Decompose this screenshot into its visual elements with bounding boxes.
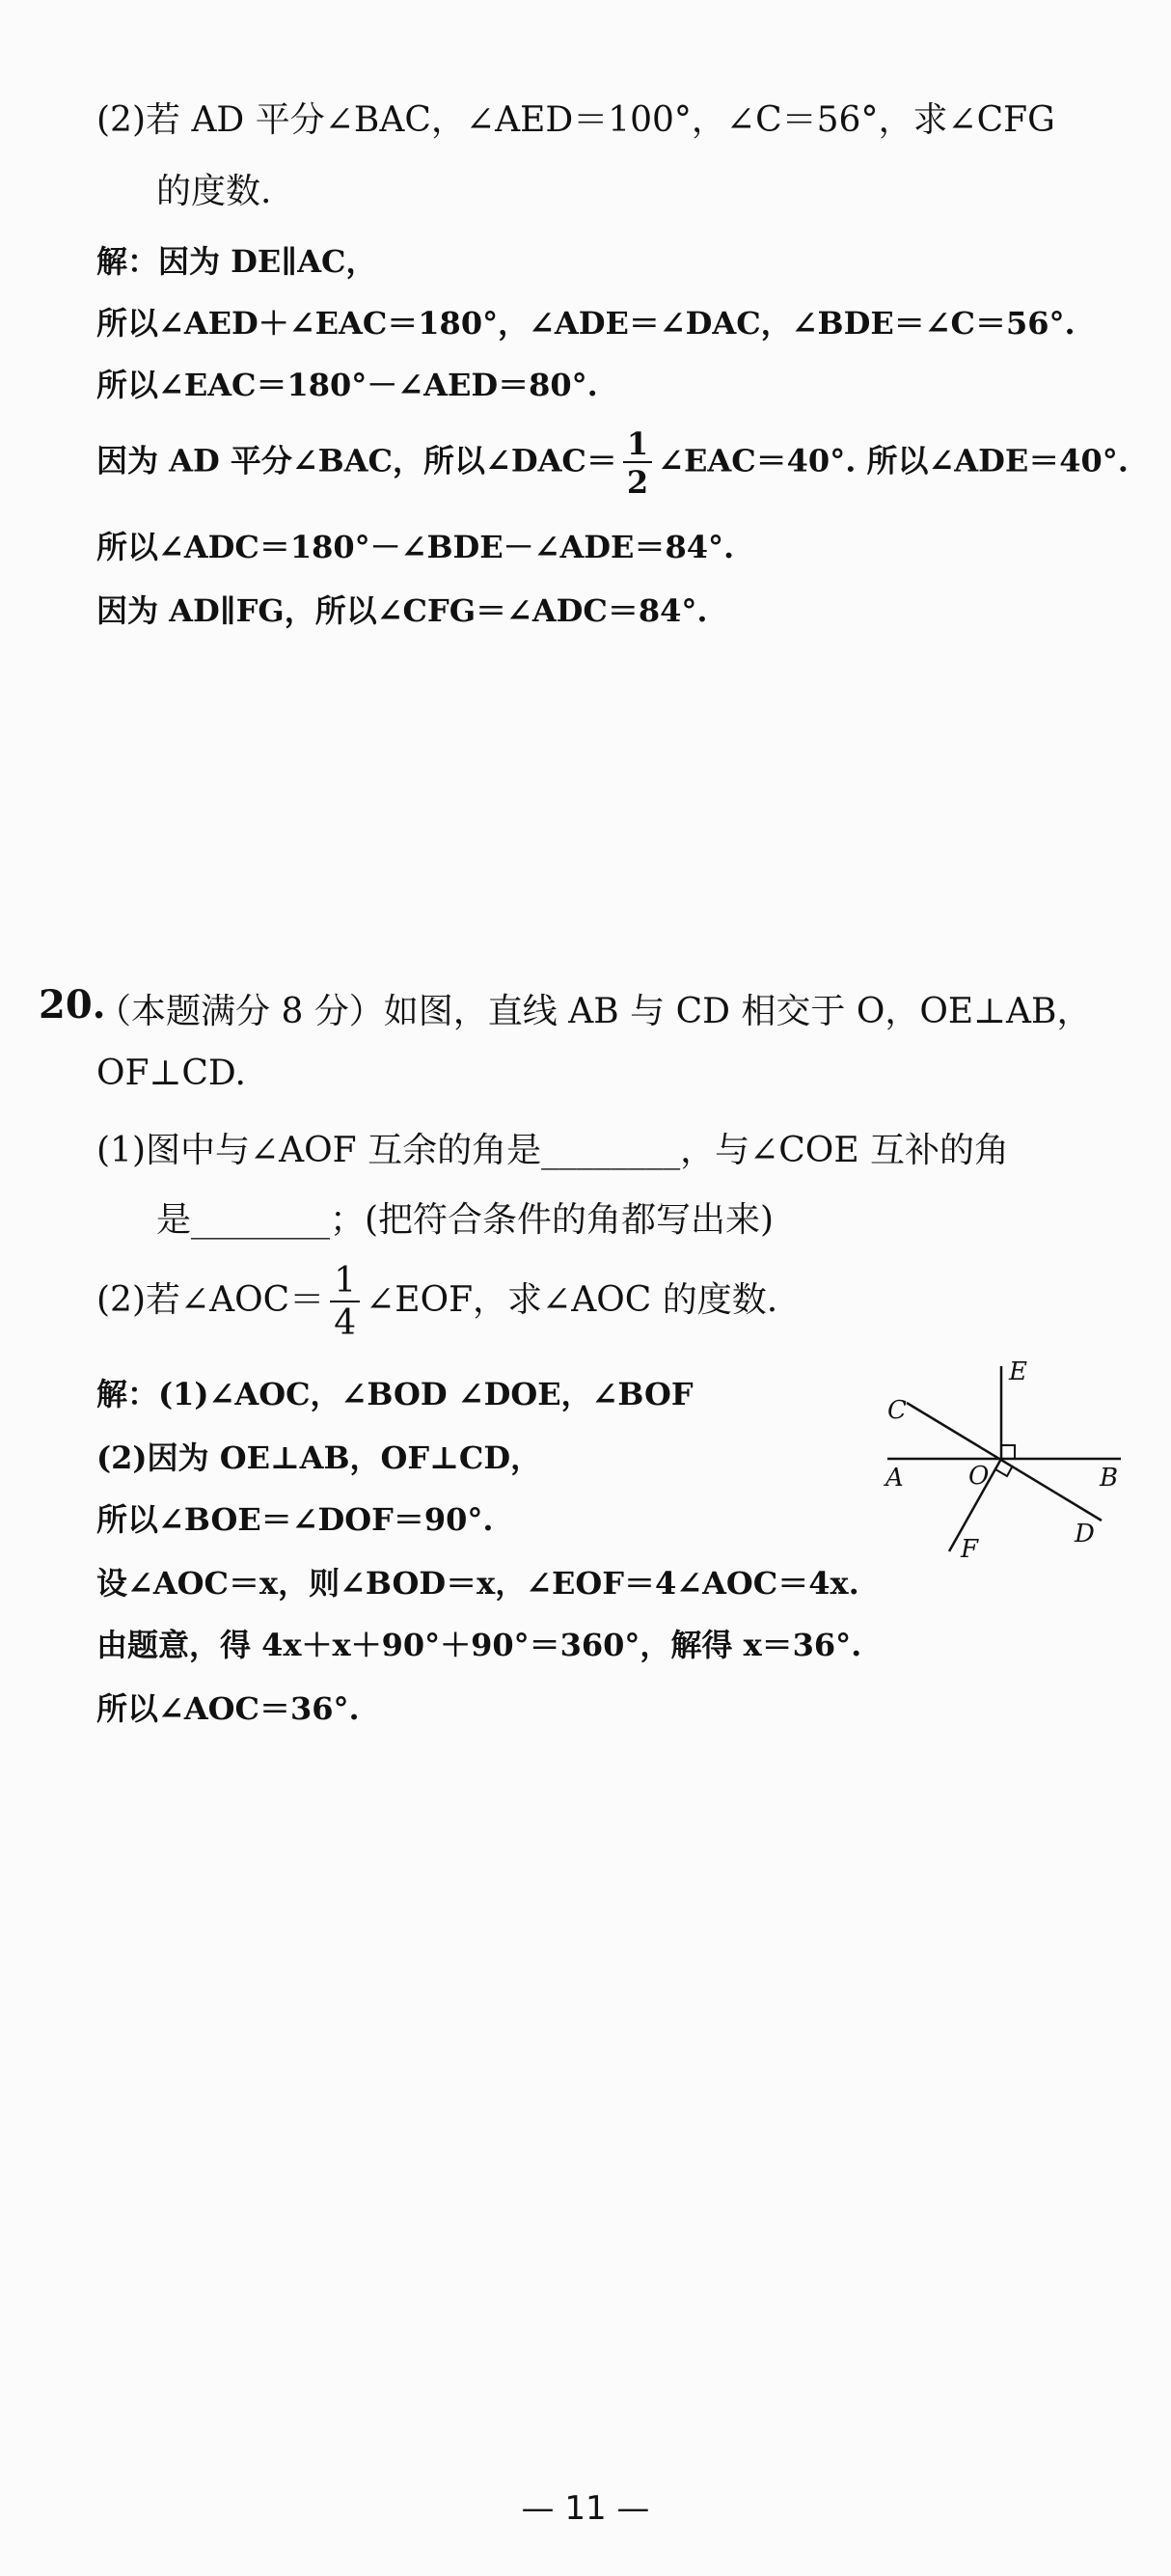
q20-stem-line2: OF⊥CD.: [96, 1054, 246, 1093]
q19-solution-line5: 所以∠ADC＝180°－∠BDE－∠ADE＝84°.: [96, 529, 735, 565]
q19-solution-line1: 解：因为 DE∥AC，: [96, 243, 377, 280]
q19-solution-line4-text-b: ∠EAC＝40°. 所以∠ADE＝40°.: [658, 442, 1129, 480]
label-d: D: [1075, 1520, 1095, 1548]
fraction-denominator: 2: [626, 464, 649, 501]
label-e: E: [1009, 1357, 1027, 1386]
q20-number: 20.: [39, 982, 106, 1028]
q19-solution-line6: 因为 AD∥FG，所以∠CFG＝∠ADC＝84°.: [96, 592, 708, 629]
q20-solution-line1: 解：(1)∠AOC，∠BOD ∠DOE，∠BOF: [96, 1376, 694, 1412]
fraction-numerator: 1: [623, 428, 652, 463]
q19-solution-line3: 所以∠EAC＝180°－∠AED＝80°.: [96, 367, 598, 403]
q19-solution-line4-text-a: 因为 AD 平分∠BAC，所以∠DAC＝: [96, 442, 617, 480]
fraction-one-quarter: [330, 1261, 360, 1343]
label-a: A: [885, 1464, 904, 1493]
q20-solution-line3: 所以∠BOE＝∠DOF＝90°.: [96, 1501, 494, 1538]
q20-part2-text-a: (2)若∠AOC＝: [96, 1280, 325, 1320]
label-c: C: [887, 1396, 907, 1425]
q20-part1-line2: 是________；(把符合条件的角都写出来): [156, 1200, 775, 1240]
right-angle-mark-eob: [1001, 1445, 1015, 1459]
q19-solution-line2: 所以∠AED＋∠EAC＝180°，∠ADE＝∠DAC，∠BDE＝∠C＝56°.: [96, 305, 1076, 342]
fraction-one-half: [623, 425, 652, 501]
q20-part1-line1: (1)图中与∠AOF 互余的角是________，与∠COE 互补的角: [96, 1131, 1010, 1170]
label-f: F: [961, 1535, 979, 1564]
label-b: B: [1100, 1464, 1119, 1493]
line-cd: [907, 1403, 1102, 1521]
fraction-numerator: 1: [330, 1264, 360, 1302]
right-angle-mark-dof: [995, 1466, 1013, 1476]
fraction-denominator: 4: [334, 1303, 357, 1343]
q19-part2-line1: (2)若 AD 平分∠BAC，∠AED＝100°，∠C＝56°，求∠CFG: [96, 100, 1055, 140]
page-number: — 11 —: [521, 2489, 650, 2528]
q19-solution-line4: [96, 425, 1129, 501]
q20-part2-text-b: ∠EOF，求∠AOC 的度数.: [366, 1280, 778, 1320]
geometry-figure: [868, 1351, 1138, 1582]
label-o: O: [968, 1462, 990, 1491]
q20-solution-line2: (2)因为 OE⊥AB，OF⊥CD，: [96, 1439, 542, 1476]
q20-part2: [96, 1261, 778, 1343]
q20-stem-line1: （本题满分 8 分）如图，直线 AB 与 CD 相交于 O，OE⊥AB，: [96, 992, 1092, 1031]
q20-solution-line5: 由题意，得 4x＋x＋90°＋90°＝360°，解得 x＝36°.: [96, 1627, 862, 1663]
q19-part2-line2: 的度数.: [156, 172, 272, 211]
q20-solution-line6: 所以∠AOC＝36°.: [96, 1690, 360, 1727]
q20-solution-line4: 设∠AOC＝x，则∠BOD＝x，∠EOF＝4∠AOC＝4x.: [96, 1565, 859, 1602]
